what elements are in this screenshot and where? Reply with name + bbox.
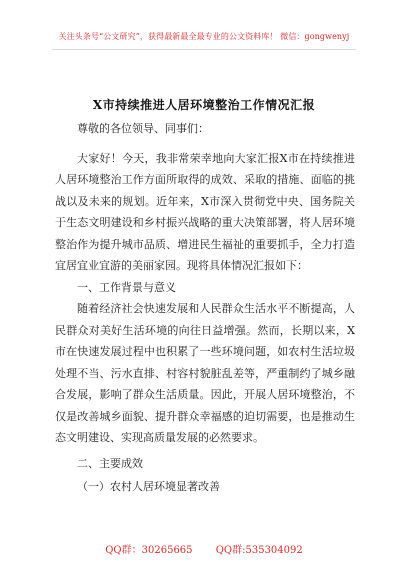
salutation: 尊敬的各位领导、同事们： (77, 122, 209, 135)
document-title: X市持续推进人居环境整治工作情况汇报 (92, 98, 316, 112)
paragraph-background: 随着经济社会快速发展和人民群众生活水平不断提高，人民群众对美好生活环境的向往日益增强。然而，长期以来，X市在快速发展过程中也积累了一些环境问题，如农村生活垃圾处理不当、污水直排、村容村貌脏乱差等，严重制约了城乡融合发展，影响了群众生活质量。因此，开展人居环境整治，不仅是改善城乡面貌、提升群众幸福感的迫切需要，也是推动生态文明建设、实现高质量发展的必然要求。 (55, 302, 355, 444)
subsection-heading-rural: （一）农村人居环境显著改善 (77, 480, 220, 493)
paragraph-intro: 大家好！今天，我非常荣幸地向大家汇报X市在持续推进人居环境整治工作方面所取得的成效、采取的措施、面临的挑战以及未来的规划。近年来，X市深入贯彻党中央、国务院关于生态文明建设和乡村振兴战略的重大决策部署，将人居环境整治作为提升城市品质、增进民生福祉的重要抓手，全力打造宜居宜业宜游的美丽家园。现将具体情况汇报如下： (55, 151, 355, 272)
header-divider (52, 49, 356, 50)
footer-qq-groups (0, 541, 408, 556)
footer-qq-group-1: QQ群：30265665 (105, 545, 193, 556)
footer-qq-group-2: QQ群:535304092 (215, 545, 303, 556)
section-heading-background: 一、工作背景与意义 (77, 280, 176, 294)
section-heading-results: 二、主要成效 (77, 456, 143, 470)
header-promo-note: 关注头条号“公文研究”，获得最新最全最专业的公文资料库！ 微信：gongwenyj (58, 32, 350, 41)
document-body (55, 118, 355, 498)
